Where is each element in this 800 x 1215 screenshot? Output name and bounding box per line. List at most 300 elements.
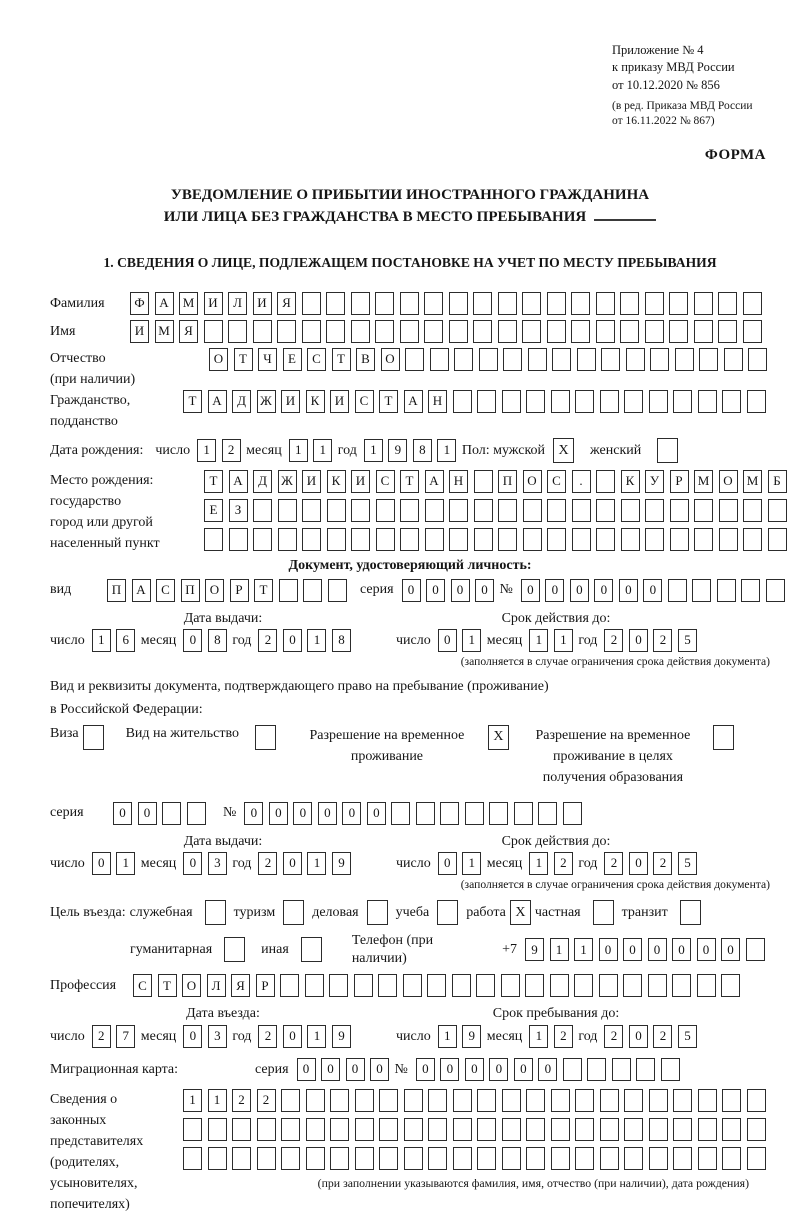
char-box[interactable]: [697, 974, 716, 997]
char-box[interactable]: [400, 499, 419, 522]
char-box[interactable]: [281, 1118, 300, 1141]
char-box[interactable]: 2: [554, 1025, 573, 1048]
char-box[interactable]: [278, 499, 297, 522]
char-box[interactable]: [379, 1147, 398, 1170]
char-box[interactable]: [719, 499, 738, 522]
char-box[interactable]: [551, 1118, 570, 1141]
char-box[interactable]: [670, 528, 689, 551]
char-box[interactable]: [453, 390, 472, 413]
char-box[interactable]: [477, 1089, 496, 1112]
char-box[interactable]: 0: [697, 938, 716, 961]
char-box[interactable]: [526, 390, 545, 413]
char-box[interactable]: И: [204, 292, 223, 315]
char-box[interactable]: 3: [208, 852, 227, 875]
char-box[interactable]: 1: [554, 629, 573, 652]
char-box[interactable]: [673, 390, 692, 413]
char-box[interactable]: У: [645, 470, 664, 493]
char-box[interactable]: [501, 974, 520, 997]
char-box[interactable]: 1: [307, 629, 326, 652]
char-box[interactable]: [572, 528, 591, 551]
char-box[interactable]: 0: [648, 938, 667, 961]
char-box[interactable]: 0: [451, 579, 470, 602]
char-box[interactable]: [257, 1118, 276, 1141]
char-box[interactable]: [404, 1147, 423, 1170]
char-box[interactable]: [669, 320, 688, 343]
female-checkbox[interactable]: [657, 438, 678, 463]
char-box[interactable]: [351, 499, 370, 522]
char-box[interactable]: 2: [258, 629, 277, 652]
char-box[interactable]: [302, 528, 321, 551]
char-box[interactable]: [717, 579, 736, 602]
char-box[interactable]: Т: [183, 390, 202, 413]
char-box[interactable]: [427, 974, 446, 997]
char-box[interactable]: [649, 1147, 668, 1170]
char-box[interactable]: 0: [318, 802, 337, 825]
char-box[interactable]: К: [327, 470, 346, 493]
char-box[interactable]: [572, 499, 591, 522]
char-box[interactable]: [694, 320, 713, 343]
purpose-other-checkbox[interactable]: [301, 937, 322, 962]
char-box[interactable]: [645, 499, 664, 522]
char-box[interactable]: [743, 292, 762, 315]
char-box[interactable]: [669, 292, 688, 315]
char-box[interactable]: [722, 1118, 741, 1141]
char-box[interactable]: 7: [116, 1025, 135, 1048]
char-box[interactable]: А: [155, 292, 174, 315]
purpose-humanitarian-checkbox[interactable]: [224, 937, 245, 962]
char-box[interactable]: [379, 1089, 398, 1112]
char-box[interactable]: [650, 348, 669, 371]
char-box[interactable]: [575, 1118, 594, 1141]
char-box[interactable]: 0: [416, 1058, 435, 1081]
char-box[interactable]: 2: [258, 1025, 277, 1048]
char-box[interactable]: [612, 1058, 631, 1081]
char-box[interactable]: 0: [426, 579, 445, 602]
char-box[interactable]: [624, 390, 643, 413]
char-box[interactable]: 2: [653, 852, 672, 875]
char-box[interactable]: 0: [643, 579, 662, 602]
char-box[interactable]: 5: [678, 1025, 697, 1048]
char-box[interactable]: 1: [529, 629, 548, 652]
char-box[interactable]: [741, 579, 760, 602]
char-box[interactable]: [623, 974, 642, 997]
char-box[interactable]: [718, 320, 737, 343]
char-box[interactable]: [522, 292, 541, 315]
char-box[interactable]: [522, 320, 541, 343]
char-box[interactable]: [551, 390, 570, 413]
char-box[interactable]: Т: [332, 348, 351, 371]
char-box[interactable]: 0: [521, 579, 540, 602]
char-box[interactable]: [766, 579, 785, 602]
char-box[interactable]: [547, 292, 566, 315]
char-box[interactable]: [403, 974, 422, 997]
purpose-official-checkbox[interactable]: [205, 900, 226, 925]
char-box[interactable]: [452, 974, 471, 997]
char-box[interactable]: 1: [529, 1025, 548, 1048]
char-box[interactable]: [574, 974, 593, 997]
char-box[interactable]: [278, 528, 297, 551]
char-box[interactable]: [375, 292, 394, 315]
char-box[interactable]: 0: [594, 579, 613, 602]
char-box[interactable]: [526, 1147, 545, 1170]
char-box[interactable]: [645, 320, 664, 343]
char-box[interactable]: Т: [254, 579, 273, 602]
char-box[interactable]: 2: [258, 852, 277, 875]
char-box[interactable]: [624, 1147, 643, 1170]
char-box[interactable]: [661, 1058, 680, 1081]
char-box[interactable]: А: [425, 470, 444, 493]
char-box[interactable]: [404, 1089, 423, 1112]
char-box[interactable]: И: [330, 390, 349, 413]
char-box[interactable]: 0: [367, 802, 386, 825]
char-box[interactable]: [351, 528, 370, 551]
char-box[interactable]: [430, 348, 449, 371]
char-box[interactable]: [204, 320, 223, 343]
char-box[interactable]: [743, 528, 762, 551]
char-box[interactable]: [253, 528, 272, 551]
char-box[interactable]: О: [209, 348, 228, 371]
char-box[interactable]: 0: [629, 852, 648, 875]
char-box[interactable]: 9: [388, 439, 407, 462]
char-box[interactable]: [228, 320, 247, 343]
purpose-transit-checkbox[interactable]: [680, 900, 701, 925]
char-box[interactable]: С: [547, 470, 566, 493]
char-box[interactable]: 2: [653, 629, 672, 652]
char-box[interactable]: [354, 974, 373, 997]
char-box[interactable]: [277, 320, 296, 343]
char-box[interactable]: [327, 528, 346, 551]
char-box[interactable]: П: [498, 470, 517, 493]
char-box[interactable]: [668, 579, 687, 602]
char-box[interactable]: [502, 390, 521, 413]
char-box[interactable]: [328, 579, 347, 602]
char-box[interactable]: [305, 974, 324, 997]
char-box[interactable]: 0: [475, 579, 494, 602]
char-box[interactable]: 1: [289, 439, 308, 462]
char-box[interactable]: [514, 802, 533, 825]
char-box[interactable]: 0: [570, 579, 589, 602]
char-box[interactable]: 0: [672, 938, 691, 961]
char-box[interactable]: [718, 292, 737, 315]
char-box[interactable]: [626, 348, 645, 371]
char-box[interactable]: [498, 499, 517, 522]
char-box[interactable]: 2: [232, 1089, 251, 1112]
char-box[interactable]: [624, 1089, 643, 1112]
char-box[interactable]: Т: [400, 470, 419, 493]
purpose-private-checkbox[interactable]: [593, 900, 614, 925]
char-box[interactable]: [600, 1118, 619, 1141]
char-box[interactable]: С: [376, 470, 395, 493]
char-box[interactable]: [747, 1089, 766, 1112]
char-box[interactable]: [498, 320, 517, 343]
char-box[interactable]: [621, 499, 640, 522]
char-box[interactable]: Б: [768, 470, 787, 493]
char-box[interactable]: 9: [525, 938, 544, 961]
char-box[interactable]: [465, 802, 484, 825]
char-box[interactable]: [378, 974, 397, 997]
char-box[interactable]: [673, 1089, 692, 1112]
char-box[interactable]: [326, 320, 345, 343]
char-box[interactable]: [404, 1118, 423, 1141]
char-box[interactable]: [473, 292, 492, 315]
char-box[interactable]: [416, 802, 435, 825]
char-box[interactable]: 0: [370, 1058, 389, 1081]
char-box[interactable]: [503, 348, 522, 371]
char-box[interactable]: Н: [428, 390, 447, 413]
char-box[interactable]: [302, 292, 321, 315]
char-box[interactable]: Ч: [258, 348, 277, 371]
char-box[interactable]: [575, 390, 594, 413]
char-box[interactable]: [489, 802, 508, 825]
char-box[interactable]: [306, 1118, 325, 1141]
char-box[interactable]: С: [133, 974, 152, 997]
char-box[interactable]: 0: [721, 938, 740, 961]
char-box[interactable]: [183, 1118, 202, 1141]
char-box[interactable]: 0: [346, 1058, 365, 1081]
char-box[interactable]: 0: [599, 938, 618, 961]
char-box[interactable]: 8: [413, 439, 432, 462]
char-box[interactable]: Я: [179, 320, 198, 343]
char-box[interactable]: [550, 974, 569, 997]
char-box[interactable]: [571, 320, 590, 343]
char-box[interactable]: [645, 528, 664, 551]
char-box[interactable]: 2: [92, 1025, 111, 1048]
char-box[interactable]: [391, 802, 410, 825]
char-box[interactable]: В: [356, 348, 375, 371]
char-box[interactable]: С: [355, 390, 374, 413]
char-box[interactable]: [355, 1089, 374, 1112]
char-box[interactable]: Е: [283, 348, 302, 371]
char-box[interactable]: [327, 499, 346, 522]
char-box[interactable]: Т: [379, 390, 398, 413]
char-box[interactable]: О: [205, 579, 224, 602]
char-box[interactable]: 0: [269, 802, 288, 825]
char-box[interactable]: [502, 1089, 521, 1112]
char-box[interactable]: [449, 320, 468, 343]
char-box[interactable]: А: [404, 390, 423, 413]
char-box[interactable]: [599, 974, 618, 997]
purpose-tourism-checkbox[interactable]: [283, 900, 304, 925]
char-box[interactable]: 1: [550, 938, 569, 961]
char-box[interactable]: [257, 1147, 276, 1170]
char-box[interactable]: К: [306, 390, 325, 413]
char-box[interactable]: [747, 1147, 766, 1170]
char-box[interactable]: [601, 348, 620, 371]
char-box[interactable]: Д: [253, 470, 272, 493]
char-box[interactable]: [551, 1147, 570, 1170]
char-box[interactable]: И: [302, 470, 321, 493]
char-box[interactable]: 2: [257, 1089, 276, 1112]
char-box[interactable]: [302, 320, 321, 343]
char-box[interactable]: [575, 1147, 594, 1170]
char-box[interactable]: [281, 1147, 300, 1170]
purpose-business-checkbox[interactable]: [367, 900, 388, 925]
char-box[interactable]: [479, 348, 498, 371]
char-box[interactable]: [698, 1147, 717, 1170]
char-box[interactable]: [204, 528, 223, 551]
char-box[interactable]: [649, 1089, 668, 1112]
char-box[interactable]: Е: [204, 499, 223, 522]
char-box[interactable]: 1: [92, 629, 111, 652]
char-box[interactable]: [571, 292, 590, 315]
char-box[interactable]: 0: [283, 852, 302, 875]
char-box[interactable]: [183, 1147, 202, 1170]
char-box[interactable]: [526, 1089, 545, 1112]
char-box[interactable]: [449, 528, 468, 551]
char-box[interactable]: 0: [138, 802, 157, 825]
char-box[interactable]: М: [155, 320, 174, 343]
char-box[interactable]: 9: [332, 852, 351, 875]
char-box[interactable]: Я: [277, 292, 296, 315]
char-box[interactable]: [162, 802, 181, 825]
char-box[interactable]: [747, 390, 766, 413]
char-box[interactable]: [747, 1118, 766, 1141]
char-box[interactable]: 0: [293, 802, 312, 825]
char-box[interactable]: [424, 320, 443, 343]
char-box[interactable]: [449, 292, 468, 315]
char-box[interactable]: 8: [332, 629, 351, 652]
char-box[interactable]: [229, 528, 248, 551]
char-box[interactable]: Н: [449, 470, 468, 493]
char-box[interactable]: [722, 1089, 741, 1112]
char-box[interactable]: О: [719, 470, 738, 493]
char-box[interactable]: [670, 499, 689, 522]
char-box[interactable]: 0: [438, 629, 457, 652]
char-box[interactable]: [523, 528, 542, 551]
char-box[interactable]: 0: [283, 1025, 302, 1048]
char-box[interactable]: [187, 802, 206, 825]
char-box[interactable]: [351, 292, 370, 315]
char-box[interactable]: Л: [207, 974, 226, 997]
char-box[interactable]: [400, 320, 419, 343]
char-box[interactable]: 1: [307, 1025, 326, 1048]
char-box[interactable]: 1: [183, 1089, 202, 1112]
char-box[interactable]: 0: [538, 1058, 557, 1081]
char-box[interactable]: [498, 292, 517, 315]
char-box[interactable]: Т: [234, 348, 253, 371]
visa-checkbox[interactable]: [83, 725, 104, 750]
char-box[interactable]: [526, 1118, 545, 1141]
char-box[interactable]: 0: [183, 852, 202, 875]
char-box[interactable]: [232, 1147, 251, 1170]
char-box[interactable]: 8: [208, 629, 227, 652]
char-box[interactable]: Я: [231, 974, 250, 997]
char-box[interactable]: Т: [158, 974, 177, 997]
char-box[interactable]: [355, 1147, 374, 1170]
char-box[interactable]: [428, 1147, 447, 1170]
char-box[interactable]: 0: [489, 1058, 508, 1081]
char-box[interactable]: [563, 1058, 582, 1081]
char-box[interactable]: [645, 292, 664, 315]
char-box[interactable]: 0: [297, 1058, 316, 1081]
char-box[interactable]: [253, 499, 272, 522]
char-box[interactable]: [208, 1147, 227, 1170]
char-box[interactable]: [699, 348, 718, 371]
char-box[interactable]: 1: [462, 852, 481, 875]
char-box[interactable]: 0: [283, 629, 302, 652]
char-box[interactable]: [547, 320, 566, 343]
char-box[interactable]: [351, 320, 370, 343]
char-box[interactable]: М: [743, 470, 762, 493]
char-box[interactable]: [375, 320, 394, 343]
char-box[interactable]: [698, 390, 717, 413]
char-box[interactable]: Ф: [130, 292, 149, 315]
char-box[interactable]: С: [307, 348, 326, 371]
char-box[interactable]: [600, 390, 619, 413]
char-box[interactable]: [425, 499, 444, 522]
char-box[interactable]: [474, 470, 493, 493]
char-box[interactable]: 1: [208, 1089, 227, 1112]
char-box[interactable]: [330, 1118, 349, 1141]
char-box[interactable]: [575, 1089, 594, 1112]
char-box[interactable]: [379, 1118, 398, 1141]
char-box[interactable]: 0: [402, 579, 421, 602]
char-box[interactable]: [621, 528, 640, 551]
char-box[interactable]: А: [208, 390, 227, 413]
purpose-study-checkbox[interactable]: [437, 900, 458, 925]
char-box[interactable]: [330, 1147, 349, 1170]
char-box[interactable]: 0: [321, 1058, 340, 1081]
char-box[interactable]: [624, 1118, 643, 1141]
char-box[interactable]: 9: [332, 1025, 351, 1048]
char-box[interactable]: [525, 974, 544, 997]
char-box[interactable]: 3: [208, 1025, 227, 1048]
char-box[interactable]: М: [179, 292, 198, 315]
char-box[interactable]: Ж: [278, 470, 297, 493]
char-box[interactable]: [648, 974, 667, 997]
char-box[interactable]: 0: [113, 802, 132, 825]
char-box[interactable]: [673, 1118, 692, 1141]
char-box[interactable]: [302, 499, 321, 522]
char-box[interactable]: Р: [670, 470, 689, 493]
char-box[interactable]: Р: [256, 974, 275, 997]
char-box[interactable]: 2: [222, 439, 241, 462]
char-box[interactable]: [649, 390, 668, 413]
char-box[interactable]: И: [281, 390, 300, 413]
char-box[interactable]: 1: [438, 1025, 457, 1048]
char-box[interactable]: [498, 528, 517, 551]
char-box[interactable]: [596, 470, 615, 493]
char-box[interactable]: М: [694, 470, 713, 493]
char-box[interactable]: 1: [364, 439, 383, 462]
char-box[interactable]: 0: [545, 579, 564, 602]
char-box[interactable]: [547, 528, 566, 551]
char-box[interactable]: И: [351, 470, 370, 493]
char-box[interactable]: [724, 348, 743, 371]
char-box[interactable]: О: [523, 470, 542, 493]
char-box[interactable]: [523, 499, 542, 522]
char-box[interactable]: [547, 499, 566, 522]
char-box[interactable]: Р: [230, 579, 249, 602]
char-box[interactable]: [208, 1118, 227, 1141]
char-box[interactable]: И: [253, 292, 272, 315]
char-box[interactable]: [596, 499, 615, 522]
char-box[interactable]: [600, 1089, 619, 1112]
char-box[interactable]: [303, 579, 322, 602]
purpose-work-checkbox[interactable]: X: [510, 900, 531, 925]
char-box[interactable]: 6: [116, 629, 135, 652]
char-box[interactable]: [694, 499, 713, 522]
char-box[interactable]: [376, 528, 395, 551]
char-box[interactable]: [502, 1147, 521, 1170]
char-box[interactable]: [596, 292, 615, 315]
char-box[interactable]: 1: [462, 629, 481, 652]
char-box[interactable]: [474, 499, 493, 522]
char-box[interactable]: [477, 1118, 496, 1141]
char-box[interactable]: 1: [116, 852, 135, 875]
char-box[interactable]: [424, 292, 443, 315]
char-box[interactable]: 0: [183, 1025, 202, 1048]
